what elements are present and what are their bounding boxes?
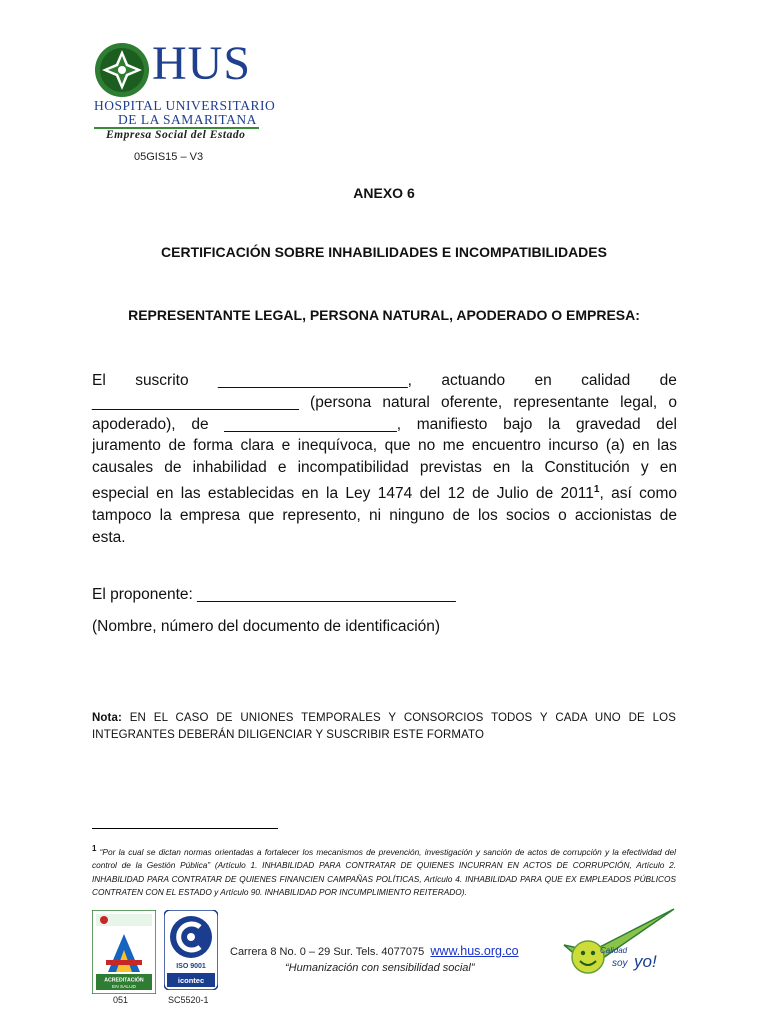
footnote-ref: 1	[593, 483, 600, 495]
iso-label: ISO 9001	[176, 963, 206, 970]
address-text: Carrera 8 No. 0 – 29 Sur. Tels. 4077075	[230, 946, 425, 958]
body-word: en	[534, 372, 552, 389]
footnote-divider	[92, 828, 278, 829]
body-word: calidad	[581, 372, 631, 389]
body-line-7: tampoco la empresa que represento, ni ninguno de los socios o accionistas de	[92, 506, 677, 524]
footnote-number: 1	[92, 844, 97, 853]
hospital-name-line1: HOSPITAL UNIVERSITARIO	[94, 98, 276, 113]
certificacion-title: CERTIFICACIÓN SOBRE INHABILIDADES E INCOMPATIBILIDADES	[161, 244, 607, 260]
nota-label: Nota:	[92, 712, 122, 724]
representante-heading: REPRESENTANTE LEGAL, PERSONA NATURAL, APODERADO O EMPRESA:	[128, 307, 640, 323]
body-line-1	[92, 370, 677, 392]
body-line-2: ________________________ (persona natural oferente, representante legal, o	[92, 393, 677, 411]
certification-body	[92, 370, 677, 549]
nota-paragraph	[92, 710, 676, 744]
body-line-6	[92, 479, 677, 505]
website-link[interactable]: www.hus.org.co	[430, 944, 519, 958]
document-code: 05GIS15 – V3	[134, 151, 204, 163]
footnote-text: “Por la cual se dictan normas orientadas a fortalecer los mecanismos de prevención, investigación y sanción de actos de corrupción y la efectividad del control de la Gestión Pública” (Artículo 1. INHABILIDAD PARA CONTRATAR DE QUIENES INCURRAN EN ACTOS DE CORRUPCIÓN, Artículo 2. INHABILIDAD PARA CONTRATAR DE QUIENES FINANCIEN CAMPAÑAS POLÍTICAS, Artículo 4. INHABILIDAD PARA QUE EX EMPLEADOS PÚBLICOS CONTRATEN CON EL ESTADO y Artículo 90. INHABILIDAD POR INCUMPLIMIENTO REITERADO).	[92, 846, 676, 897]
acreditacion-number: 051	[113, 995, 129, 1005]
calidad-soy-yo-logo-icon	[562, 905, 680, 985]
suscrito-blank: ______________________,	[217, 372, 412, 389]
hus-logo-icon	[94, 42, 150, 98]
hospital-name-line2: DE LA SAMARITANA	[118, 112, 257, 127]
body-word: actuando	[441, 372, 506, 389]
anexo-title: ANEXO 6	[353, 185, 415, 201]
body-line-4: juramento de forma clara e inequívoca, que no me encuentro incurso (a) en las	[92, 437, 677, 455]
body-text-fragment: especial en las establecidas en la Ley 1474 del 12 de Julio de 2011	[92, 485, 594, 503]
icontec-number: SC5520-1	[168, 995, 209, 1005]
body-line-3: apoderado), de ____________________, manifiesto bajo la gravedad del	[92, 415, 677, 433]
footer-slogan: “Humanización con sensibilidad social”	[285, 962, 475, 974]
empresa-subtitle: Empresa Social del Estado	[106, 129, 246, 141]
nombre-caption: (Nombre, número del documento de identificación)	[92, 618, 441, 635]
acreditacion-label: ACREDITACIÓN	[104, 977, 144, 984]
body-line-5: causales de inhabilidad e incompatibilidad previstas en la Constitución y en	[92, 459, 677, 477]
body-word: suscrito	[135, 372, 189, 389]
icontec-label: icontec	[177, 976, 205, 985]
body-word: de	[659, 372, 677, 389]
footer-address	[230, 944, 519, 958]
calidad-label: Calidad	[600, 946, 628, 955]
body-line-8: esta.	[92, 528, 126, 546]
acreditacion-sublabel: EN SALUD	[112, 985, 136, 990]
yo-label: yo!	[634, 952, 657, 971]
footnote	[92, 842, 676, 899]
body-word: El	[92, 372, 106, 389]
proponente-field: El proponente: ______________________________	[92, 586, 456, 603]
nota-text: EN EL CASO DE UNIONES TEMPORALES Y CONSORCIOS TODOS Y CADA UNO DE LOS INTEGRANTES DEBERÁN DILIGENCIAR Y SUSCRIBIR ESTE FORMATO	[92, 712, 676, 741]
acreditacion-seal-icon	[92, 910, 156, 994]
body-text-fragment: , así como	[599, 485, 677, 503]
icontec-iso-seal-icon	[164, 910, 218, 990]
soy-label: soy	[612, 958, 628, 969]
logo-text: HUS	[152, 37, 252, 90]
